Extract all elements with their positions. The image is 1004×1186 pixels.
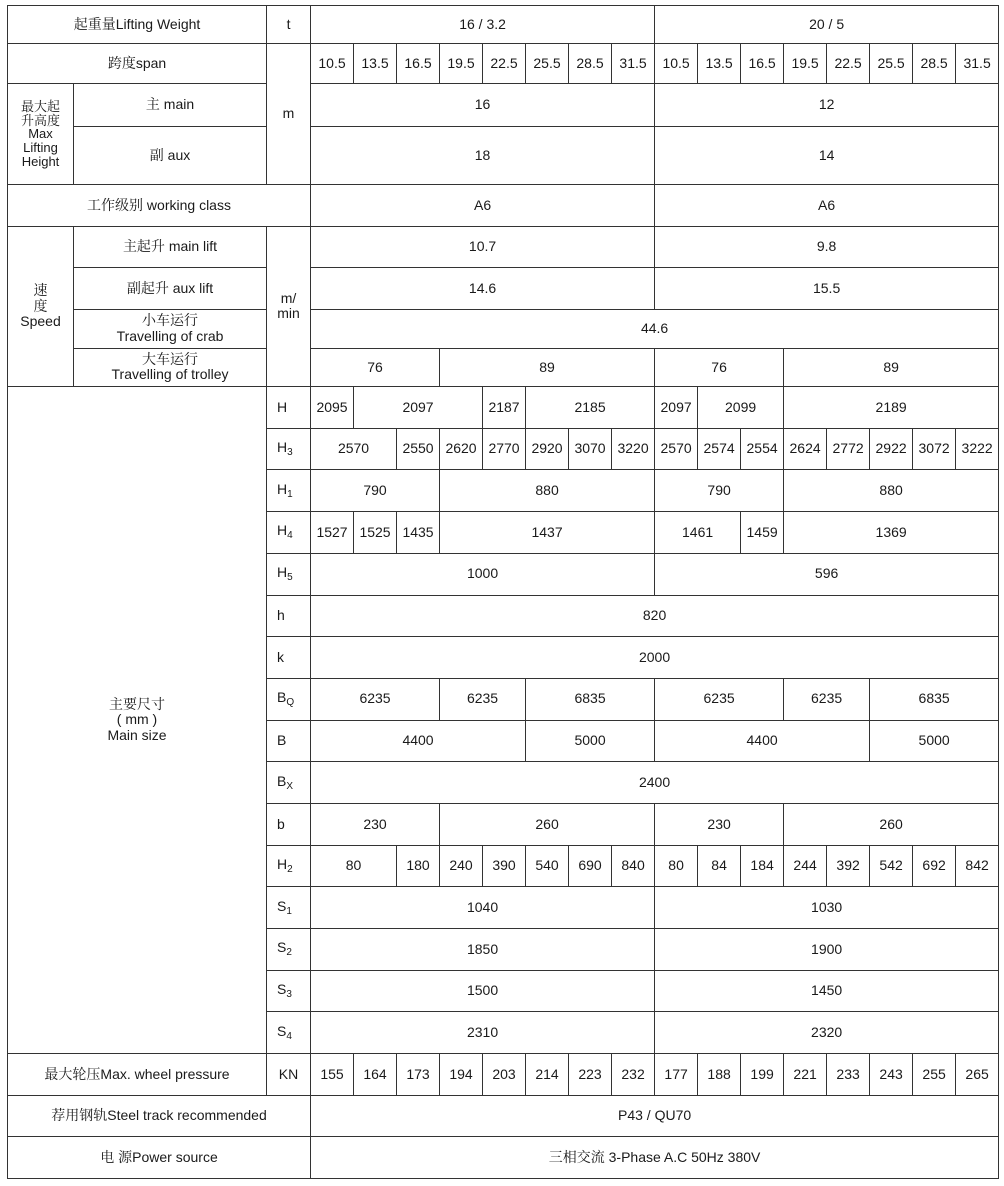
dim-cell: 2310 xyxy=(311,1012,655,1054)
wheel-pressure-cell: 177 xyxy=(655,1053,698,1095)
symbol-subscript: X xyxy=(286,780,294,792)
dim-cell: 2185 xyxy=(526,387,655,429)
speed-unit-text: m/ min xyxy=(277,289,300,322)
wheel-pressure-cell: 155 xyxy=(311,1053,354,1095)
row-dim-h xyxy=(8,387,999,429)
dim-cell: 184 xyxy=(741,845,784,887)
dim-cell: 6235 xyxy=(311,678,440,720)
dim-cell: 392 xyxy=(827,845,870,887)
lifting-weight-group-a: 16 / 3.2 xyxy=(311,6,655,44)
dim-cell: 542 xyxy=(870,845,913,887)
wheel-pressure-label: 最大轮压Max. wheel pressure xyxy=(8,1053,267,1095)
row-power-source xyxy=(8,1137,999,1179)
speed-trolley-cell: 89 xyxy=(440,348,655,387)
wheel-pressure-cell: 203 xyxy=(483,1053,526,1095)
dim-symbol-h2 xyxy=(267,845,311,887)
symbol-text: S xyxy=(277,897,287,914)
dim-symbol-h5 xyxy=(267,553,311,595)
row-lift-height-aux xyxy=(8,126,999,184)
row-lifting-weight xyxy=(8,6,999,44)
lift-height-aux-label: 副 aux xyxy=(74,126,267,184)
dim-cell: 2189 xyxy=(784,387,999,429)
dim-cell: 2400 xyxy=(311,762,999,804)
speed-crab-all: 44.6 xyxy=(311,309,999,348)
symbol-text: H xyxy=(277,398,288,415)
symbol-subscript: 1 xyxy=(286,905,292,917)
speed-trolley-cell: 76 xyxy=(655,348,784,387)
dim-cell: 3220 xyxy=(612,428,655,470)
dim-cell: 1369 xyxy=(784,512,999,554)
speed-aux-lift-a: 14.6 xyxy=(311,268,655,310)
span-cell: 13.5 xyxy=(354,43,397,84)
working-class-a: A6 xyxy=(311,184,655,226)
dim-cell: 842 xyxy=(956,845,999,887)
lift-height-main-label: 主 main xyxy=(74,84,267,127)
wheel-pressure-cell: 255 xyxy=(913,1053,956,1095)
dim-symbol-bq xyxy=(267,678,311,720)
dim-cell: 1527 xyxy=(311,512,354,554)
span-cell: 13.5 xyxy=(698,43,741,84)
speed-crab-label xyxy=(74,309,267,348)
lift-height-label-en: Max Lifting Height xyxy=(21,126,60,169)
dim-cell: 2570 xyxy=(655,428,698,470)
lift-height-label-cn: 最大起升高度 xyxy=(20,98,60,128)
wheel-pressure-cell: 265 xyxy=(956,1053,999,1095)
dim-cell: 5000 xyxy=(526,720,655,762)
dim-cell: 2770 xyxy=(483,428,526,470)
dim-cell: 3072 xyxy=(913,428,956,470)
dim-cell: 5000 xyxy=(870,720,999,762)
power-source-value: 三相交流 3-Phase A.C 50Hz 380V xyxy=(311,1137,999,1179)
dim-cell: 1900 xyxy=(655,928,999,970)
wheel-pressure-cell: 194 xyxy=(440,1053,483,1095)
symbol-text: k xyxy=(277,648,285,665)
dim-cell: 6235 xyxy=(784,678,870,720)
dim-cell: 6235 xyxy=(655,678,784,720)
main-size-label-en: Main size xyxy=(107,726,167,743)
dim-cell: 1500 xyxy=(311,970,655,1012)
wheel-pressure-cell: 243 xyxy=(870,1053,913,1095)
dim-cell: 1450 xyxy=(655,970,999,1012)
speed-trolley-label-cn: 大车运行 xyxy=(142,350,198,367)
dim-cell: 1000 xyxy=(311,553,655,595)
speed-trolley-label-en: Travelling of trolley xyxy=(111,366,229,383)
dim-cell: 3070 xyxy=(569,428,612,470)
dim-cell: 2550 xyxy=(397,428,440,470)
lift-height-main-a: 16 xyxy=(311,84,655,127)
dim-cell: 4400 xyxy=(311,720,526,762)
dim-cell: 840 xyxy=(612,845,655,887)
dim-cell: 1525 xyxy=(354,512,397,554)
dim-cell: 230 xyxy=(311,803,440,845)
dim-cell: 540 xyxy=(526,845,569,887)
wheel-pressure-cell: 232 xyxy=(612,1053,655,1095)
wheel-pressure-cell: 233 xyxy=(827,1053,870,1095)
wheel-pressure-cell: 223 xyxy=(569,1053,612,1095)
symbol-subscript: 2 xyxy=(286,947,292,959)
wheel-pressure-cell: 221 xyxy=(784,1053,827,1095)
symbol-subscript: 3 xyxy=(287,447,293,459)
dim-cell: 240 xyxy=(440,845,483,887)
dim-cell: 790 xyxy=(311,470,440,512)
dim-cell: 2000 xyxy=(311,637,999,679)
symbol-subscript: 4 xyxy=(287,530,293,542)
dim-cell: 2095 xyxy=(311,387,354,429)
symbol-text: h xyxy=(277,607,285,624)
dim-cell: 260 xyxy=(440,803,655,845)
power-source-label: 电 源Power source xyxy=(8,1137,311,1179)
speed-unit xyxy=(267,226,311,387)
dim-cell: 2772 xyxy=(827,428,870,470)
wheel-pressure-cell: 214 xyxy=(526,1053,569,1095)
dim-symbol-h xyxy=(267,387,311,429)
dim-symbol-h1 xyxy=(267,470,311,512)
dim-cell: 2570 xyxy=(311,428,397,470)
main-size-label xyxy=(8,387,267,1054)
wheel-pressure-cell: 188 xyxy=(698,1053,741,1095)
lift-height-label xyxy=(8,84,74,185)
crane-spec-table xyxy=(7,5,999,1179)
working-class-b: A6 xyxy=(655,184,999,226)
row-steel-track xyxy=(8,1095,999,1137)
row-speed-trolley xyxy=(8,348,999,387)
dim-symbol-b-lower xyxy=(267,803,311,845)
dim-cell: 692 xyxy=(913,845,956,887)
symbol-text: H xyxy=(277,564,288,581)
working-class-label: 工作级别 working class xyxy=(8,184,311,226)
speed-label xyxy=(8,226,74,387)
symbol-text: H xyxy=(277,439,288,456)
main-size-label-unit: ( mm ) xyxy=(116,711,158,728)
speed-aux-lift-b: 15.5 xyxy=(655,268,999,310)
dim-symbol-bx xyxy=(267,762,311,804)
dim-cell: 390 xyxy=(483,845,526,887)
dim-symbol-h3 xyxy=(267,428,311,470)
row-speed-aux-lift xyxy=(8,268,999,310)
symbol-subscript: 5 xyxy=(287,572,293,584)
speed-crab-label-en: Travelling of crab xyxy=(116,327,224,344)
wheel-pressure-unit: KN xyxy=(267,1053,311,1095)
dim-cell: 260 xyxy=(784,803,999,845)
row-working-class xyxy=(8,184,999,226)
dim-cell: 2187 xyxy=(483,387,526,429)
dim-cell: 84 xyxy=(698,845,741,887)
speed-label-cn: 速度 xyxy=(33,282,48,314)
dim-cell: 880 xyxy=(440,470,655,512)
lifting-weight-label: 起重量Lifting Weight xyxy=(8,6,267,44)
dim-cell: 2320 xyxy=(655,1012,999,1054)
steel-track-label: 荐用钢轨Steel track recommended xyxy=(8,1095,311,1137)
dim-cell: 4400 xyxy=(655,720,870,762)
dim-cell: 244 xyxy=(784,845,827,887)
dim-cell: 2620 xyxy=(440,428,483,470)
dim-cell: 2574 xyxy=(698,428,741,470)
row-speed-main-lift xyxy=(8,226,999,268)
span-cell: 31.5 xyxy=(612,43,655,84)
wheel-pressure-cell: 164 xyxy=(354,1053,397,1095)
dim-symbol-b-upper xyxy=(267,720,311,762)
steel-track-value: P43 / QU70 xyxy=(311,1095,999,1137)
dim-cell: 1437 xyxy=(440,512,655,554)
dim-symbol-s2 xyxy=(267,928,311,970)
symbol-text: S xyxy=(277,939,287,956)
dim-cell: 2097 xyxy=(655,387,698,429)
dim-cell: 2097 xyxy=(354,387,483,429)
dim-cell: 790 xyxy=(655,470,784,512)
span-cell: 28.5 xyxy=(569,43,612,84)
lifting-weight-group-b: 20 / 5 xyxy=(655,6,999,44)
main-size-label-cn: 主要尺寸 xyxy=(109,695,165,712)
dim-symbol-h-lower xyxy=(267,595,311,637)
dim-cell: 2624 xyxy=(784,428,827,470)
dim-symbol-s1 xyxy=(267,887,311,929)
dim-symbol-h4 xyxy=(267,512,311,554)
symbol-text: H xyxy=(277,522,288,539)
dim-cell: 6835 xyxy=(870,678,999,720)
dim-cell: 880 xyxy=(784,470,999,512)
dim-symbol-s3 xyxy=(267,970,311,1012)
symbol-text: H xyxy=(277,855,288,872)
dim-cell: 230 xyxy=(655,803,784,845)
row-speed-crab xyxy=(8,309,999,348)
symbol-subscript: 4 xyxy=(286,1030,292,1042)
dim-cell: 820 xyxy=(311,595,999,637)
dim-cell: 2922 xyxy=(870,428,913,470)
span-cell: 25.5 xyxy=(870,43,913,84)
lift-height-main-b: 12 xyxy=(655,84,999,127)
dim-cell: 6235 xyxy=(440,678,526,720)
symbol-text: B xyxy=(277,732,287,749)
span-label: 跨度span xyxy=(8,43,267,84)
wheel-pressure-cell: 173 xyxy=(397,1053,440,1095)
row-lift-height-main xyxy=(8,84,999,127)
symbol-text: b xyxy=(277,815,285,832)
dim-symbol-k xyxy=(267,637,311,679)
symbol-subscript: Q xyxy=(286,697,295,709)
symbol-subscript: 3 xyxy=(286,988,292,1000)
row-span xyxy=(8,43,999,84)
speed-label-en: Speed xyxy=(20,313,61,330)
dim-cell: 690 xyxy=(569,845,612,887)
symbol-text: B xyxy=(277,772,287,789)
span-cell: 10.5 xyxy=(311,43,354,84)
dim-cell: 3222 xyxy=(956,428,999,470)
wheel-pressure-cell: 199 xyxy=(741,1053,784,1095)
dim-cell: 1435 xyxy=(397,512,440,554)
speed-main-lift-b: 9.8 xyxy=(655,226,999,268)
lift-height-aux-a: 18 xyxy=(311,126,655,184)
span-cell: 16.5 xyxy=(397,43,440,84)
speed-main-lift-a: 10.7 xyxy=(311,226,655,268)
symbol-text: B xyxy=(277,689,287,706)
dim-cell: 2099 xyxy=(698,387,784,429)
speed-trolley-cell: 89 xyxy=(784,348,999,387)
span-cell: 28.5 xyxy=(913,43,956,84)
speed-crab-label-cn: 小车运行 xyxy=(142,312,198,329)
span-cell: 19.5 xyxy=(784,43,827,84)
span-cell: 19.5 xyxy=(440,43,483,84)
lift-height-aux-b: 14 xyxy=(655,126,999,184)
symbol-subscript: 2 xyxy=(287,863,293,875)
speed-main-lift-label: 主起升 main lift xyxy=(74,226,267,268)
span-cell: 16.5 xyxy=(741,43,784,84)
speed-trolley-label xyxy=(74,348,267,387)
dim-cell: 6835 xyxy=(526,678,655,720)
symbol-subscript: 1 xyxy=(287,488,293,500)
dim-cell: 596 xyxy=(655,553,999,595)
dim-cell: 1461 xyxy=(655,512,741,554)
dim-cell: 1459 xyxy=(741,512,784,554)
dim-cell: 180 xyxy=(397,845,440,887)
dim-cell: 2920 xyxy=(526,428,569,470)
dim-cell: 80 xyxy=(655,845,698,887)
symbol-text: S xyxy=(277,1022,287,1039)
span-cell: 25.5 xyxy=(526,43,569,84)
symbol-text: H xyxy=(277,480,288,497)
speed-aux-lift-label: 副起升 aux lift xyxy=(74,268,267,310)
span-cell: 10.5 xyxy=(655,43,698,84)
span-cell: 22.5 xyxy=(483,43,526,84)
dim-symbol-s4 xyxy=(267,1012,311,1054)
dim-cell: 1030 xyxy=(655,887,999,929)
dim-cell: 80 xyxy=(311,845,397,887)
row-wheel-pressure xyxy=(8,1053,999,1095)
symbol-text: S xyxy=(277,980,287,997)
span-cell: 22.5 xyxy=(827,43,870,84)
dim-cell: 1850 xyxy=(311,928,655,970)
span-cell: 31.5 xyxy=(956,43,999,84)
lift-height-unit: m xyxy=(267,43,311,184)
dim-cell: 2554 xyxy=(741,428,784,470)
lifting-weight-unit: t xyxy=(267,6,311,44)
dim-cell: 1040 xyxy=(311,887,655,929)
speed-trolley-cell: 76 xyxy=(311,348,440,387)
